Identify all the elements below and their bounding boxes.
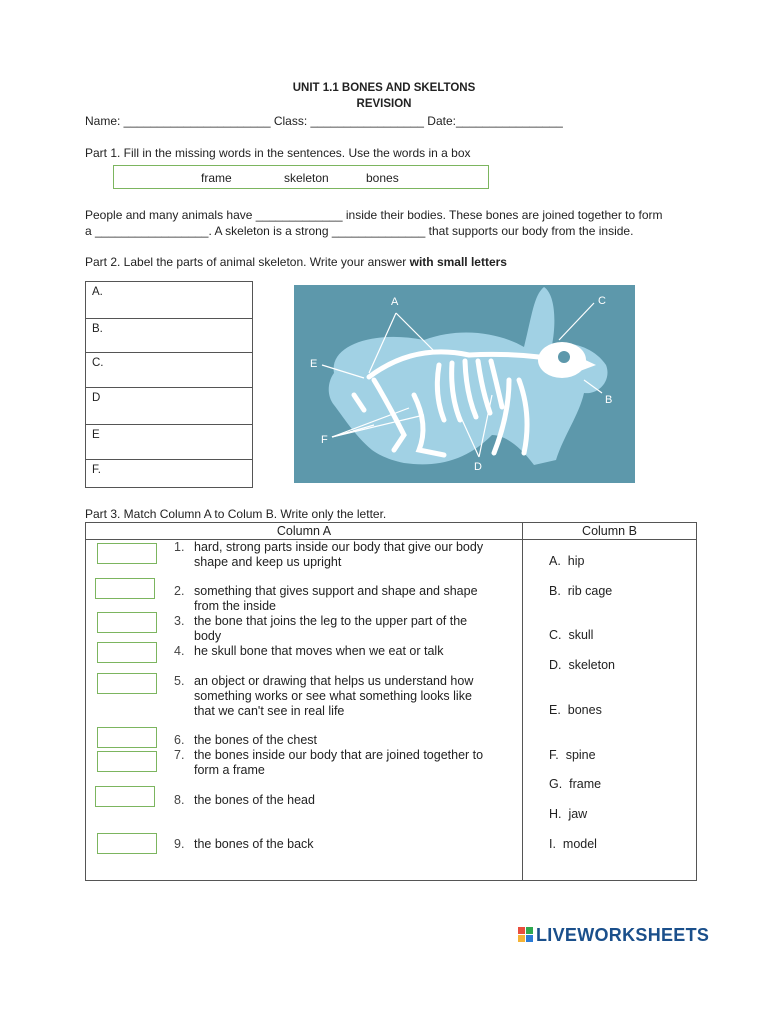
option-letter: B.: [549, 584, 561, 598]
item-number: 5.: [174, 674, 185, 688]
option-letter: H.: [549, 807, 562, 821]
label-row-letter: E: [92, 429, 100, 441]
fill-sentence-line-2: a _________________. A skeleton is a strong ______________ that supports our body from the inside.: [85, 224, 634, 238]
option-word: frame: [569, 777, 602, 791]
answer-box-4[interactable]: [97, 642, 157, 663]
item-text-line: form a frame: [194, 763, 265, 777]
answer-box-8[interactable]: [95, 786, 155, 807]
label-answer-row[interactable]: [86, 460, 252, 487]
label-answer-row[interactable]: [86, 282, 252, 319]
option-f: [549, 748, 596, 762]
option-letter: D.: [549, 658, 562, 672]
option-word: jaw: [568, 807, 588, 821]
option-word: skull: [568, 628, 594, 642]
answer-box-2[interactable]: [95, 578, 155, 599]
label-row-letter: A.: [92, 286, 103, 298]
item-number: 9.: [174, 837, 185, 851]
column-b-header: Column B: [582, 524, 637, 538]
word-bank-word: bones: [366, 171, 399, 185]
logo-text: LIVEWORKSHEETS: [536, 925, 710, 945]
item-text-line: shape and keep us upright: [194, 555, 342, 569]
label-row-letter: F.: [92, 464, 101, 476]
diagram-label-a: A: [391, 296, 399, 308]
option-word: rib cage: [567, 584, 613, 598]
diagram-label-b: B: [605, 394, 613, 406]
item-text-line: hard, strong parts inside our body that give our body: [194, 540, 484, 554]
part3-instruction: Part 3. Match Column A to Colum B. Write only the letter.: [85, 507, 387, 521]
diagram-label-c: C: [598, 295, 606, 307]
match-item-2: [194, 584, 478, 614]
answer-box-1[interactable]: [97, 543, 157, 564]
diagram-label-f: F: [321, 434, 328, 446]
label-row-letter: B.: [92, 323, 103, 335]
item-number: 2.: [174, 584, 185, 598]
column-a-header: Column A: [276, 524, 332, 538]
option-word: skeleton: [568, 658, 616, 672]
fill-sentence-line-1: People and many animals have _____________ inside their bodies. These bones are joined together to form: [85, 208, 663, 222]
answer-box-5[interactable]: [97, 673, 157, 694]
option-word: spine: [565, 748, 596, 762]
item-number: 7.: [174, 748, 185, 762]
item-text-line: the bones inside our body that are joined together to: [194, 748, 484, 762]
answer-box-3[interactable]: [97, 612, 157, 633]
diagram-label-e: E: [310, 358, 318, 370]
option-letter: C.: [549, 628, 562, 642]
item-number: 3.: [174, 614, 185, 628]
match-item-7: [194, 748, 483, 778]
word-bank-word: frame: [201, 171, 232, 185]
option-i: [549, 837, 597, 851]
item-number: 4.: [174, 644, 185, 658]
column-divider: [522, 523, 523, 880]
label-answer-row[interactable]: [86, 319, 252, 353]
option-a: [549, 554, 584, 568]
animal-skeleton-diagram: [294, 285, 635, 483]
option-word: hip: [567, 554, 585, 568]
part2-instruction: [85, 255, 507, 269]
match-item-6: [194, 733, 317, 748]
matching-table: [85, 522, 697, 881]
option-c: [549, 628, 593, 642]
label-answer-row[interactable]: [86, 353, 252, 388]
option-letter: E.: [549, 703, 561, 717]
label-answer-table: [85, 281, 253, 488]
liveworksheets-logo[interactable]: [518, 926, 718, 951]
diagram-label-d: D: [474, 461, 482, 473]
item-text-line: from the inside: [194, 599, 276, 613]
option-letter: F.: [549, 748, 559, 762]
option-e: [549, 703, 602, 717]
option-word: bones: [567, 703, 602, 717]
match-item-5: [194, 674, 473, 719]
option-d: [549, 658, 615, 672]
item-number: 8.: [174, 793, 185, 807]
option-b: [549, 584, 612, 598]
student-info-line: Name: ______________________ Class: _________________ Date:________________: [85, 114, 563, 128]
word-bank-word: skeleton: [284, 171, 329, 185]
option-h: [549, 807, 587, 821]
part2-instruction-text: Part 2. Label the parts of animal skeleton. Write your answer: [85, 255, 410, 269]
match-item-4: [194, 644, 443, 659]
item-text-line: the bones of the head: [194, 793, 315, 807]
skeleton-illustration: [294, 285, 635, 483]
part1-instruction: Part 1. Fill in the missing words in the sentences. Use the words in a box: [85, 146, 471, 160]
label-row-letter: C.: [92, 357, 104, 369]
option-word: model: [562, 837, 597, 851]
answer-box-7[interactable]: [97, 751, 157, 772]
item-text-line: the bones of the chest: [194, 733, 318, 747]
item-text-line: that we can't see in real life: [194, 704, 345, 718]
match-item-1: [194, 540, 483, 570]
item-text-line: the bones of the back: [194, 837, 314, 851]
worksheet-subtitle: REVISION: [356, 98, 412, 110]
option-g: [549, 777, 601, 791]
match-item-3: [194, 614, 467, 644]
item-text-line: he skull bone that moves when we eat or talk: [194, 644, 444, 658]
item-text-line: body: [194, 629, 222, 643]
answer-box-6[interactable]: [97, 727, 157, 748]
item-number: 1.: [174, 540, 185, 554]
label-answer-row[interactable]: [86, 425, 252, 460]
worksheet-title: UNIT 1.1 BONES AND SKELTONS: [292, 82, 476, 94]
word-bank-box: [113, 165, 489, 189]
match-item-9: [194, 837, 314, 852]
option-letter: A.: [549, 554, 561, 568]
match-item-8: [194, 793, 315, 808]
item-text-line: something works or see what something looks like: [194, 689, 472, 703]
item-text-line: something that gives support and shape and shape: [194, 584, 478, 598]
label-row-letter: D: [92, 392, 101, 404]
item-text-line: the bone that joins the leg to the upper part of the: [194, 614, 468, 628]
item-number: 6.: [174, 733, 185, 747]
option-letter: I.: [549, 837, 556, 851]
part2-instruction-bold: with small letters: [409, 255, 507, 269]
label-answer-row[interactable]: [86, 388, 252, 425]
item-text-line: an object or drawing that helps us understand how: [194, 674, 474, 688]
answer-box-9[interactable]: [97, 833, 157, 854]
option-letter: G.: [549, 777, 563, 791]
